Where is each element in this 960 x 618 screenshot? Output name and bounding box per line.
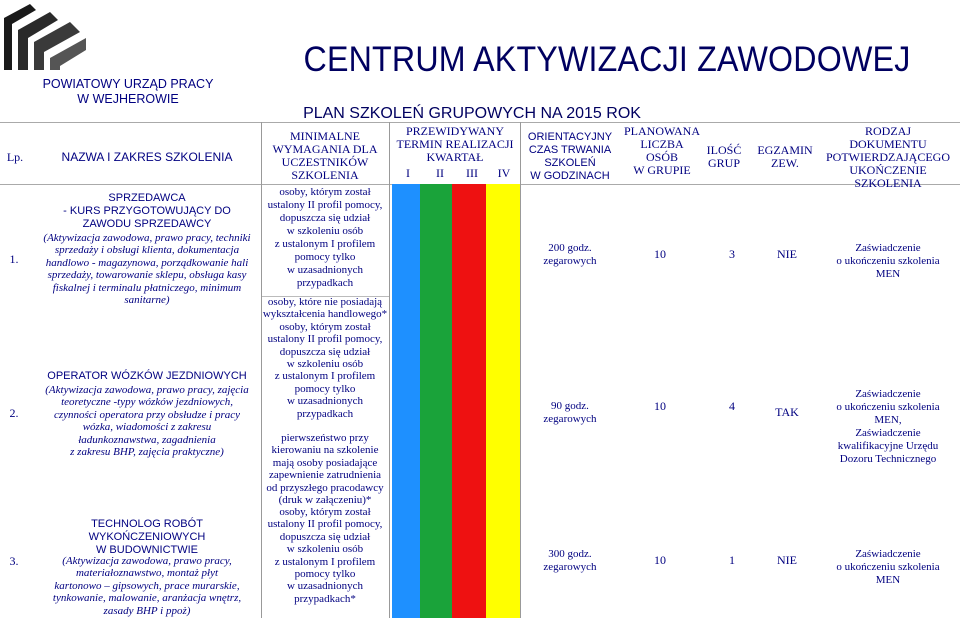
header-people-line: W GRUPIE [633, 163, 691, 177]
header-doc-line: RODZAJ [864, 124, 911, 138]
people-count: 10 [654, 247, 666, 261]
course-description-line: (Aktywizacja zawodowa, prawo pracy, techniki [43, 232, 251, 244]
requirements-line: osoby, którym został [279, 506, 371, 518]
course-description-line: handlowo - magazynowa, porządkowanie hali [45, 256, 249, 269]
header-exam [752, 144, 818, 170]
header-exam-line: EGZAMIN [757, 143, 813, 157]
group-count: 1 [729, 553, 735, 567]
requirements-line: w szkoleniu osób [286, 543, 364, 556]
requirements-line: w uzasadnionych [286, 580, 364, 593]
document [818, 242, 958, 281]
header-top-rule [0, 122, 960, 123]
document-line: MEN [875, 574, 901, 586]
course-title-line: W BUDOWNICTWIE [95, 544, 199, 556]
quarter-headers [392, 166, 520, 182]
requirements [262, 186, 388, 290]
row-lp: 2. [9, 406, 19, 420]
header-people-line: OSÓB [645, 150, 678, 164]
document-line: Dozoru Technicznego [839, 453, 937, 465]
header-doc-line: DOKUMENTU [849, 137, 927, 151]
course-description-line: materiałoznawstwo, montaż płyt [75, 567, 219, 580]
document-line: Zaświadczenie [855, 427, 921, 439]
requirements-line: osoby, które nie posiadają [267, 296, 383, 308]
course-description-line: (Aktywizacja zawodowa, prawo pracy, [62, 555, 232, 567]
document [818, 388, 958, 466]
exam: NIE [777, 553, 797, 567]
requirements [262, 506, 388, 605]
duration-line: zegarowych [543, 255, 597, 267]
course-description-line: sprzedaży i obsługi klienta, dokumentacja [54, 244, 240, 257]
course-description-line: zasady BHP i ppoż) [103, 604, 191, 617]
office-line-1: POWIATOWY URZĄD PRACY [42, 77, 214, 91]
requirements-line: w szkoleniu osób [286, 358, 364, 371]
header-term-line: KWARTAŁ [426, 150, 484, 164]
header-requirements-line: SZKOLENIA [291, 168, 359, 182]
header-name: NAZWA I ZAKRES SZKOLENIA [61, 150, 233, 164]
quarter-header-i: I [406, 166, 410, 180]
plan-subtitle: PLAN SZKOLEŃ GRUPOWYCH NA 2015 ROK [303, 105, 641, 122]
requirements-line: w szkoleniu osób [286, 225, 364, 237]
table-row [0, 296, 960, 508]
course-description-line: sanitarne) [124, 294, 170, 307]
people-count: 10 [654, 399, 666, 413]
requirements-line: ustalony II profil pomocy, [267, 199, 383, 211]
course-description-line: wózka, wiadomości z zakresu [82, 421, 212, 434]
document-line: o ukończeniu szkolenia [836, 401, 940, 413]
requirements-line: przypadkach* [294, 592, 356, 605]
requirements-line: z ustalonym I profilem [274, 555, 376, 568]
duration-line: 90 godz. [551, 400, 589, 412]
requirements-line: pierwszeństwo przy [281, 432, 369, 445]
header-doc [818, 125, 958, 190]
header-term-line: TERMIN REALIZACJI [396, 137, 514, 151]
duration-line: 300 godz. [548, 548, 592, 560]
table-row [0, 508, 960, 618]
header-term [390, 125, 520, 164]
requirements-line: dopuszcza się udział [279, 212, 371, 224]
header-requirements-line: MINIMALNE [290, 129, 360, 143]
header-doc-line: SZKOLENIA [854, 176, 922, 190]
group-count: 3 [729, 247, 735, 261]
header-term-line: PRZEWIDYWANY [406, 124, 504, 138]
course-description-line: teoretyczne -typy wózków jezdniowych, [61, 396, 233, 409]
requirements-line: dopuszcza się udział [279, 345, 371, 358]
course-description-line: (Aktywizacja zawodowa, prawo pracy, zajęcia [45, 384, 249, 396]
course-description-line: tynkowanie, malowanie, aranżacja wnętrz, [52, 592, 242, 605]
requirements-line: osoby, którym został [279, 186, 371, 198]
requirements-line: osoby, którym został [279, 320, 371, 333]
duration [520, 400, 620, 426]
header-duration-line: ORIENTACYJNY [527, 131, 613, 143]
duration-line: zegarowych [543, 413, 597, 425]
page-title: CENTRUM AKTYWIZACJI ZAWODOWEJ [303, 40, 911, 79]
document-line: Zaświadczenie [855, 548, 921, 560]
requirements-line: pomocy tylko [294, 382, 356, 395]
course-title-line: TECHNOLOG ROBÓT [91, 518, 203, 530]
duration [520, 242, 620, 268]
header-exam-line: ZEW. [771, 156, 799, 170]
office-name [38, 77, 218, 107]
requirements-line: kierowaniu na szkolenie [271, 444, 379, 457]
header-people-line: PLANOWANA [624, 124, 700, 138]
header-doc-line: POTWIERDZAJĄCEGO [826, 150, 950, 164]
course-title [36, 518, 258, 557]
requirements-line: pomocy tylko [294, 568, 356, 581]
requirements-line: przypadkach [296, 277, 354, 289]
requirements-line: w uzasadnionych [286, 264, 364, 276]
duration-line: 200 godz. [548, 242, 592, 254]
header-groups-line: ILOŚĆ [706, 143, 742, 157]
course-description-line: czynności operatora przy obsłudze i pracy [53, 408, 241, 421]
exam: TAK [775, 405, 799, 419]
people-count: 10 [654, 553, 666, 567]
group-count: 4 [729, 399, 735, 413]
duration [520, 548, 620, 574]
quarter-header-iii: III [466, 166, 478, 180]
header-duration-line: W GODZINACH [530, 170, 610, 182]
document [818, 548, 958, 587]
requirements-line [262, 420, 388, 432]
course-title-line: SPRZEDAWCA [108, 192, 186, 204]
course-title-line: WYKOŃCZENIOWYCH [88, 531, 206, 543]
course-description [36, 555, 258, 617]
course-title [36, 192, 258, 231]
logo [0, 0, 88, 72]
requirements-line: z ustalonym I profilem [274, 370, 376, 383]
course-description-line: fiskalnej i terminalu płatniczego, minimum [52, 281, 242, 294]
header-duration-line: CZAS TRWANIA [528, 144, 612, 156]
requirements-line: zapewnienie zatrudnienia [268, 469, 382, 482]
requirements-line: pomocy tylko [294, 251, 356, 263]
header-duration-line: SZKOLEŃ [544, 157, 596, 169]
course-title [36, 370, 258, 383]
document-line: MEN, [874, 414, 902, 426]
row-lp: 3. [9, 554, 19, 568]
header-duration [520, 131, 620, 183]
header-people [622, 125, 702, 177]
header-requirements-line: WYMAGANIA DLA [272, 142, 378, 156]
requirements [262, 296, 388, 507]
header-groups [702, 144, 746, 170]
course-description-line: z zakresu BHP, zajęcia praktyczne) [70, 446, 224, 459]
course-title-line: - KURS PRZYGOTOWUJĄCY DO [63, 205, 231, 217]
header-requirements-line: UCZESTNIKÓW [281, 155, 369, 169]
header-people-line: LICZBA [640, 137, 684, 151]
requirements-line: ustalony II profil pomocy, [267, 333, 383, 346]
requirements-line: dopuszcza się udział [279, 530, 371, 543]
header-lp: Lp. [6, 150, 24, 164]
course-description-line: ładunkoznawstwa, zagadnienia [78, 433, 216, 446]
requirements-line: (druk w załączeniu)* [278, 494, 372, 507]
course-description-line: kartonowo – gipsowych, prace murarskie, [54, 579, 240, 592]
exam: NIE [777, 247, 797, 261]
document-line: kwalifikacyjne Urzędu [837, 440, 939, 452]
course-description [36, 384, 258, 458]
requirements-line: mają osoby posiadające [272, 456, 378, 469]
duration-line: zegarowych [543, 561, 597, 573]
requirements-line: od przyszłego pracodawcy [266, 481, 384, 494]
requirements-line: wykształcenia handlowego* [262, 308, 388, 321]
course-title-line: ZAWODU SPRZEDAWCY [82, 218, 212, 230]
document-line: Zaświadczenie [855, 242, 921, 254]
requirements-line: z ustalonym I profilem [274, 238, 376, 250]
header-doc-line: UKOŃCZENIE [849, 163, 927, 177]
document-line: o ukończeniu szkolenia [836, 561, 940, 573]
quarter-header-ii: II [436, 166, 444, 180]
quarter-header-iv: IV [497, 166, 511, 180]
requirements-line: przypadkach [296, 407, 354, 420]
header-groups-line: GRUP [707, 156, 740, 170]
requirements-line: ustalony II profil pomocy, [267, 518, 383, 531]
course-description-line: sprzedaży, towarowanie sklepu, obsługa kasy [47, 269, 247, 282]
requirements-line: w uzasadnionych [286, 395, 364, 408]
office-line-2: W WEJHEROWIE [77, 92, 179, 106]
document-line: o ukończeniu szkolenia [836, 255, 940, 267]
course-title-line: OPERATOR WÓZKÓW JEZDNIOWYCH [47, 370, 247, 382]
document-line: Zaświadczenie [855, 388, 921, 400]
row-lp: 1. [9, 252, 19, 266]
header-requirements [262, 130, 388, 182]
document-line: MEN [875, 268, 901, 280]
